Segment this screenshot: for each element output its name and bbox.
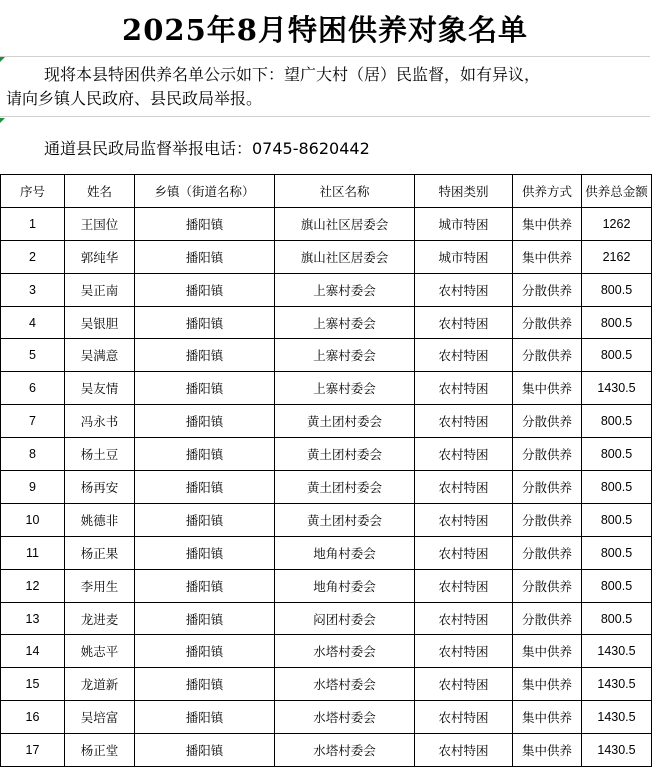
cell-total-amount: 800.5 bbox=[582, 339, 652, 372]
cell-community: 旗山社区居委会 bbox=[275, 240, 415, 273]
page-title: 2025年8月特困供养对象名单 bbox=[0, 0, 650, 57]
cell-index: 15 bbox=[1, 668, 65, 701]
cell-name: 吴友情 bbox=[65, 372, 135, 405]
table-header-row bbox=[1, 175, 652, 208]
cell-total-amount: 1430.5 bbox=[582, 372, 652, 405]
cell-total-amount: 1430.5 bbox=[582, 734, 652, 767]
cell-category: 农村特困 bbox=[415, 471, 513, 504]
cell-index: 2 bbox=[1, 240, 65, 273]
table-row bbox=[1, 339, 652, 372]
cell-name: 杨土豆 bbox=[65, 438, 135, 471]
header-category: 特困类别 bbox=[415, 175, 513, 208]
cell-category: 城市特困 bbox=[415, 240, 513, 273]
recipients-table bbox=[0, 174, 652, 767]
cell-township: 播阳镇 bbox=[135, 536, 275, 569]
header-support-method: 供养方式 bbox=[513, 175, 582, 208]
cell-total-amount: 800.5 bbox=[582, 503, 652, 536]
cell-township: 播阳镇 bbox=[135, 503, 275, 536]
cell-township: 播阳镇 bbox=[135, 734, 275, 767]
cell-township: 播阳镇 bbox=[135, 240, 275, 273]
table-row bbox=[1, 471, 652, 504]
cell-total-amount: 800.5 bbox=[582, 602, 652, 635]
cell-category: 农村特困 bbox=[415, 438, 513, 471]
cell-index: 10 bbox=[1, 503, 65, 536]
cell-township: 播阳镇 bbox=[135, 635, 275, 668]
header-total-amount: 供养总金额 bbox=[582, 175, 652, 208]
cell-index: 9 bbox=[1, 471, 65, 504]
report-phone-text: 通道县民政局监督举报电话：0745-8620442 bbox=[44, 139, 370, 158]
notice-line-2: 请向乡镇人民政府、县民政局举报。 bbox=[6, 89, 263, 108]
table-row bbox=[1, 635, 652, 668]
cell-community: 黄土团村委会 bbox=[275, 503, 415, 536]
cell-index: 7 bbox=[1, 405, 65, 438]
cell-township: 播阳镇 bbox=[135, 207, 275, 240]
cell-name: 郭纯华 bbox=[65, 240, 135, 273]
cell-category: 农村特困 bbox=[415, 701, 513, 734]
cell-total-amount: 1430.5 bbox=[582, 701, 652, 734]
table-body bbox=[1, 207, 652, 766]
cell-support-method: 集中供养 bbox=[513, 372, 582, 405]
cell-category: 农村特困 bbox=[415, 405, 513, 438]
cell-index: 16 bbox=[1, 701, 65, 734]
cell-index: 1 bbox=[1, 207, 65, 240]
cell-index: 17 bbox=[1, 734, 65, 767]
table-row bbox=[1, 503, 652, 536]
cell-category: 农村特困 bbox=[415, 635, 513, 668]
cell-township: 播阳镇 bbox=[135, 701, 275, 734]
cell-name: 王国位 bbox=[65, 207, 135, 240]
cell-name: 龙进麦 bbox=[65, 602, 135, 635]
cell-community: 旗山社区居委会 bbox=[275, 207, 415, 240]
cell-total-amount: 800.5 bbox=[582, 405, 652, 438]
cell-total-amount: 800.5 bbox=[582, 306, 652, 339]
cell-name: 李用生 bbox=[65, 569, 135, 602]
cell-community: 水塔村委会 bbox=[275, 668, 415, 701]
cell-support-method: 分散供养 bbox=[513, 471, 582, 504]
table-row bbox=[1, 240, 652, 273]
cell-township: 播阳镇 bbox=[135, 668, 275, 701]
header-community: 社区名称 bbox=[275, 175, 415, 208]
cell-category: 农村特困 bbox=[415, 602, 513, 635]
cell-support-method: 分散供养 bbox=[513, 438, 582, 471]
cell-community: 黄土团村委会 bbox=[275, 471, 415, 504]
cell-category: 农村特困 bbox=[415, 339, 513, 372]
cell-township: 播阳镇 bbox=[135, 372, 275, 405]
table-row bbox=[1, 405, 652, 438]
cell-name: 吴正南 bbox=[65, 273, 135, 306]
cell-community: 地角村委会 bbox=[275, 569, 415, 602]
cell-index: 11 bbox=[1, 536, 65, 569]
cell-community: 水塔村委会 bbox=[275, 734, 415, 767]
cell-name: 杨正堂 bbox=[65, 734, 135, 767]
header-name: 姓名 bbox=[65, 175, 135, 208]
cell-community: 闷团村委会 bbox=[275, 602, 415, 635]
cell-township: 播阳镇 bbox=[135, 306, 275, 339]
cell-total-amount: 800.5 bbox=[582, 569, 652, 602]
notice-line-1: 现将本县特困供养名单公示如下：望广大村（居）民监督，如有异议， bbox=[44, 65, 541, 84]
cell-support-method: 分散供养 bbox=[513, 405, 582, 438]
cell-support-method: 分散供养 bbox=[513, 602, 582, 635]
table-row bbox=[1, 701, 652, 734]
table-row bbox=[1, 734, 652, 767]
cell-category: 农村特困 bbox=[415, 536, 513, 569]
cell-index: 8 bbox=[1, 438, 65, 471]
cell-township: 播阳镇 bbox=[135, 273, 275, 306]
header-township: 乡镇（街道名称） bbox=[135, 175, 275, 208]
cell-support-method: 分散供养 bbox=[513, 339, 582, 372]
cell-total-amount: 1262 bbox=[582, 207, 652, 240]
cell-name: 姚德非 bbox=[65, 503, 135, 536]
cell-index: 12 bbox=[1, 569, 65, 602]
cell-name: 吴银胆 bbox=[65, 306, 135, 339]
cell-support-method: 集中供养 bbox=[513, 240, 582, 273]
table-row bbox=[1, 536, 652, 569]
cell-support-method: 分散供养 bbox=[513, 503, 582, 536]
cell-total-amount: 1430.5 bbox=[582, 635, 652, 668]
cell-community: 地角村委会 bbox=[275, 536, 415, 569]
cell-community: 黄土团村委会 bbox=[275, 405, 415, 438]
table-row bbox=[1, 372, 652, 405]
cell-community: 上寨村委会 bbox=[275, 273, 415, 306]
cell-community: 水塔村委会 bbox=[275, 635, 415, 668]
cell-support-method: 集中供养 bbox=[513, 734, 582, 767]
cell-total-amount: 800.5 bbox=[582, 273, 652, 306]
table-row bbox=[1, 438, 652, 471]
cell-category: 农村特困 bbox=[415, 306, 513, 339]
cell-name: 吴满意 bbox=[65, 339, 135, 372]
cell-total-amount: 800.5 bbox=[582, 438, 652, 471]
cell-support-method: 集中供养 bbox=[513, 635, 582, 668]
cell-support-method: 分散供养 bbox=[513, 536, 582, 569]
table-row bbox=[1, 602, 652, 635]
cell-support-method: 集中供养 bbox=[513, 207, 582, 240]
cell-total-amount: 800.5 bbox=[582, 471, 652, 504]
cell-name: 龙道新 bbox=[65, 668, 135, 701]
cell-index: 4 bbox=[1, 306, 65, 339]
cell-support-method: 分散供养 bbox=[513, 569, 582, 602]
cell-category: 农村特困 bbox=[415, 734, 513, 767]
cell-support-method: 分散供养 bbox=[513, 306, 582, 339]
cell-total-amount: 2162 bbox=[582, 240, 652, 273]
cell-category: 农村特困 bbox=[415, 273, 513, 306]
cell-township: 播阳镇 bbox=[135, 569, 275, 602]
cell-township: 播阳镇 bbox=[135, 339, 275, 372]
notice-text bbox=[0, 57, 650, 117]
cell-total-amount: 800.5 bbox=[582, 536, 652, 569]
cell-index: 14 bbox=[1, 635, 65, 668]
cell-index: 3 bbox=[1, 273, 65, 306]
cell-index: 6 bbox=[1, 372, 65, 405]
table-row bbox=[1, 207, 652, 240]
table-row bbox=[1, 569, 652, 602]
cell-support-method: 分散供养 bbox=[513, 273, 582, 306]
cell-category: 农村特困 bbox=[415, 569, 513, 602]
cell-community: 黄土团村委会 bbox=[275, 438, 415, 471]
cell-name: 姚志平 bbox=[65, 635, 135, 668]
cell-community: 上寨村委会 bbox=[275, 372, 415, 405]
cell-community: 上寨村委会 bbox=[275, 306, 415, 339]
cell-name: 杨再安 bbox=[65, 471, 135, 504]
cell-category: 农村特困 bbox=[415, 668, 513, 701]
cell-category: 城市特困 bbox=[415, 207, 513, 240]
cell-support-method: 集中供养 bbox=[513, 668, 582, 701]
cell-community: 水塔村委会 bbox=[275, 701, 415, 734]
cell-township: 播阳镇 bbox=[135, 471, 275, 504]
cell-township: 播阳镇 bbox=[135, 438, 275, 471]
cell-category: 农村特困 bbox=[415, 503, 513, 536]
cell-name: 杨正果 bbox=[65, 536, 135, 569]
cell-name: 吴培富 bbox=[65, 701, 135, 734]
table-row bbox=[1, 306, 652, 339]
cell-name: 冯永书 bbox=[65, 405, 135, 438]
cell-category: 农村特困 bbox=[415, 372, 513, 405]
table-row bbox=[1, 668, 652, 701]
cell-index: 5 bbox=[1, 339, 65, 372]
cell-index: 13 bbox=[1, 602, 65, 635]
cell-total-amount: 1430.5 bbox=[582, 668, 652, 701]
table-row bbox=[1, 273, 652, 306]
cell-support-method: 集中供养 bbox=[513, 701, 582, 734]
cell-community: 上寨村委会 bbox=[275, 339, 415, 372]
cell-township: 播阳镇 bbox=[135, 405, 275, 438]
cell-township: 播阳镇 bbox=[135, 602, 275, 635]
header-index: 序号 bbox=[1, 175, 65, 208]
